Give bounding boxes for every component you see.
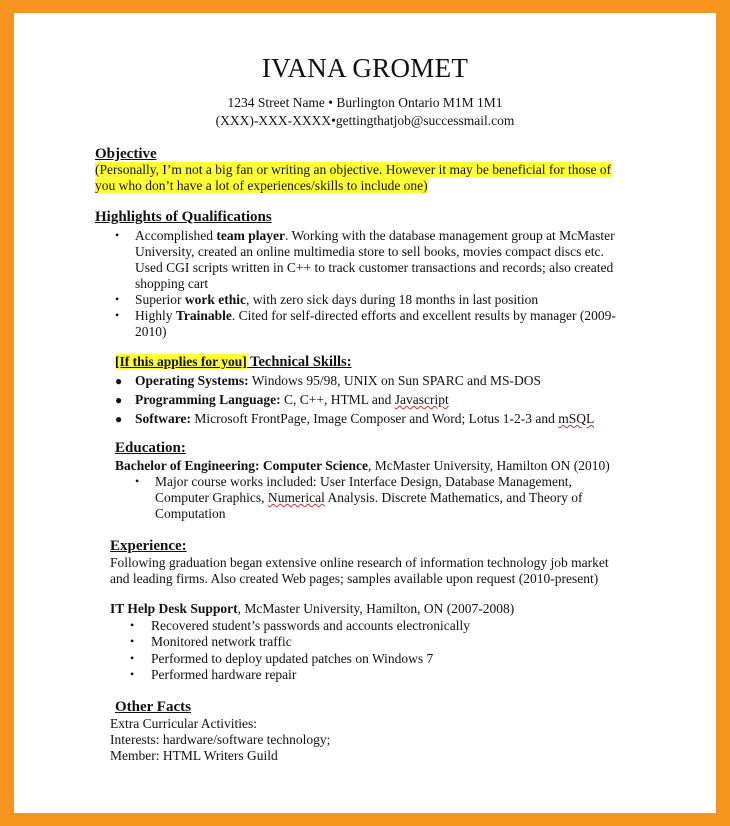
bullet-icon: • <box>130 618 135 632</box>
skill-os: Operating Systems: Windows 95/98, UNIX on Sun SPARC and MS-DOS <box>135 373 542 388</box>
coursework-line-2: Computer Graphics, Numerical Analysis. Discrete Mathematics, and Theory of <box>155 490 583 505</box>
duty-item: Performed to deploy updated patches on Windows 7 <box>151 651 434 666</box>
highlight-item-2: Superior work ethic, with zero sick days during 18 months in last position <box>135 292 539 307</box>
candidate-name: IVANA GROMET <box>261 53 469 83</box>
coursework-line-3: Computation <box>155 506 226 521</box>
coursework-line-1: Major course works included: User Interface Design, Database Management, <box>155 474 572 489</box>
highlight-item-1-line-2: University, created an online multimedia store to sell books, movies compact discs etc. <box>135 244 604 259</box>
highlights-heading: Highlights of Qualifications <box>95 209 272 225</box>
highlight-item-3: Highly Trainable. Cited for self-directed efforts and excellent results by manager (2009- <box>135 308 616 323</box>
resume-page <box>14 13 716 813</box>
objective-line-2: you who don’t have a lot of experiences/skills to include one) <box>95 178 428 193</box>
other-line-1: Extra Curricular Activities: <box>110 716 257 731</box>
bullet-icon: ● <box>115 393 123 407</box>
duty-item: Recovered student’s passwords and accounts electronically <box>151 618 471 633</box>
highlight-item-1-line-4: shopping cart <box>135 276 209 291</box>
other-line-2: Interests: hardware/software technology; <box>110 732 331 747</box>
bullet-icon: ● <box>115 374 123 388</box>
highlight-item-1: Accomplished team player. Working with the database management group at McMaster <box>135 228 615 243</box>
skill-programming: Programming Language: C, C++, HTML and Javascript <box>135 392 449 407</box>
bullet-icon: • <box>115 228 120 242</box>
job-title-line: IT Help Desk Support, McMaster University, Hamilton, ON (2007-2008) <box>110 601 515 616</box>
address-line: 1234 Street Name • Burlington Ontario M1M 1M1 <box>227 95 503 110</box>
experience-heading: Experience: <box>110 538 187 554</box>
other-facts-heading: Other Facts <box>115 699 191 715</box>
experience-line-2: and leading firms. Also created Web pages; samples available upon request (2010-present) <box>110 571 599 586</box>
objective-line-1: (Personally, I’m not a big fan or writing an objective. However it may be beneficial for those of <box>95 162 612 177</box>
education-heading: Education: <box>115 440 186 456</box>
skill-software: Software: Microsoft FrontPage, Image Composer and Word; Lotus 1-2-3 and mSQL <box>135 411 595 426</box>
bullet-icon: • <box>115 292 120 306</box>
technical-skills-heading: [If this applies for you] Technical Skills: <box>115 354 352 370</box>
bullet-icon: • <box>130 651 135 665</box>
highlight-item-3-line-2: 2010) <box>135 324 167 339</box>
experience-line-1: Following graduation began extensive online research of information technology job market <box>110 555 609 570</box>
applies-tag: [If this applies for you] <box>115 354 247 369</box>
objective-heading: Objective <box>95 146 157 162</box>
bullet-icon: • <box>115 308 120 322</box>
other-line-3: Member: HTML Writers Guild <box>110 748 278 763</box>
bullet-icon: • <box>130 667 135 681</box>
contact-line: (XXX)-XXX-XXXX•gettingthatjob@successmail.com <box>215 113 515 128</box>
highlight-item-1-line-3: Used CGI scripts written in C++ to track customer transactions and records; also created <box>135 260 614 275</box>
duty-item: Monitored network traffic <box>151 634 292 649</box>
degree-line: Bachelor of Engineering: Computer Science, McMaster University, Hamilton ON (2010) <box>115 458 610 473</box>
bullet-icon: ● <box>115 412 123 426</box>
bullet-icon: • <box>130 634 135 648</box>
duty-item: Performed hardware repair <box>151 667 297 682</box>
bullet-icon: • <box>135 474 140 488</box>
